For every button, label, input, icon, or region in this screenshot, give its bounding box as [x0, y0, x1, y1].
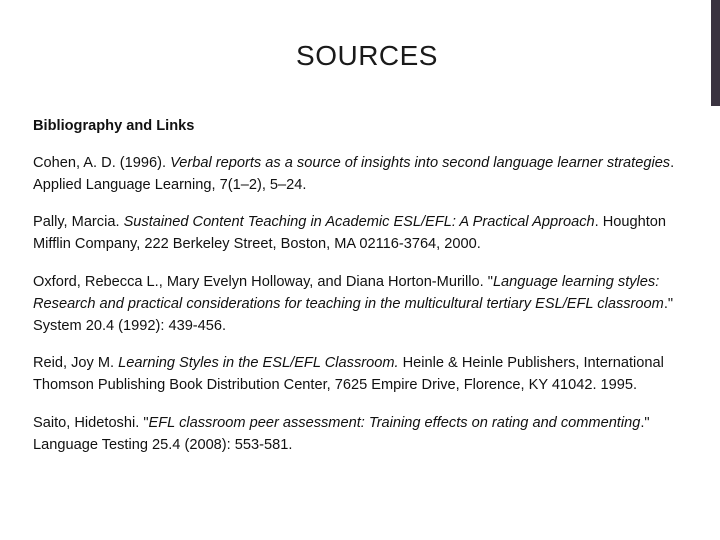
reference-post: . Houghton Mifflin Company, 222 Berkeley Street, Boston, MA 02116-3764, 2000.: [33, 214, 667, 253]
section-heading: Bibliography and Links: [33, 118, 195, 134]
bibliography-content: [33, 116, 683, 473]
reference-title: Learning Styles in the ESL/EFL Classroom.: [118, 355, 399, 372]
slide-title-text: SOURCES: [296, 40, 438, 71]
reference-post: ." System 20.4 (1992): 439-456.: [33, 295, 674, 334]
reference-oxford: [33, 272, 683, 337]
reference-title: Language learning styles: Research and practical considerations for teaching in the multicultural tertiary ESL/EFL classroom: [33, 273, 664, 312]
reference-cohen: [33, 153, 683, 197]
reference-title: EFL classroom peer assessment: Training effects on rating and commenting: [148, 414, 641, 431]
reference-post: . Applied Language Learning, 7(1–2), 5–24.: [33, 154, 675, 193]
reference-post: Heinle & Heinle Publishers, International Thomson Publishing Book Distribution Center, 7625 Empire Drive, Florence, KY 41042. 1995.: [33, 355, 664, 394]
reference-pre: Oxford, Rebecca L., Mary Evelyn Holloway, and Diana Horton-Murillo. ": [33, 273, 493, 290]
reference-saito: [33, 413, 683, 457]
reference-title: Sustained Content Teaching in Academic ESL/EFL: A Practical Approach: [123, 214, 595, 231]
slide-title: [0, 40, 718, 72]
reference-post: ." Language Testing 25.4 (2008): 553-581.: [33, 414, 650, 453]
reference-pally: [33, 212, 683, 256]
reference-pre: Cohen, A. D. (1996).: [33, 154, 171, 171]
reference-title: Verbal reports as a source of insights into second language learner strategies: [170, 154, 671, 171]
reference-pre: Pally, Marcia.: [33, 214, 124, 231]
reference-pre: Reid, Joy M.: [33, 355, 119, 372]
reference-pre: Saito, Hidetoshi. ": [33, 414, 149, 431]
reference-reid: [33, 353, 683, 397]
